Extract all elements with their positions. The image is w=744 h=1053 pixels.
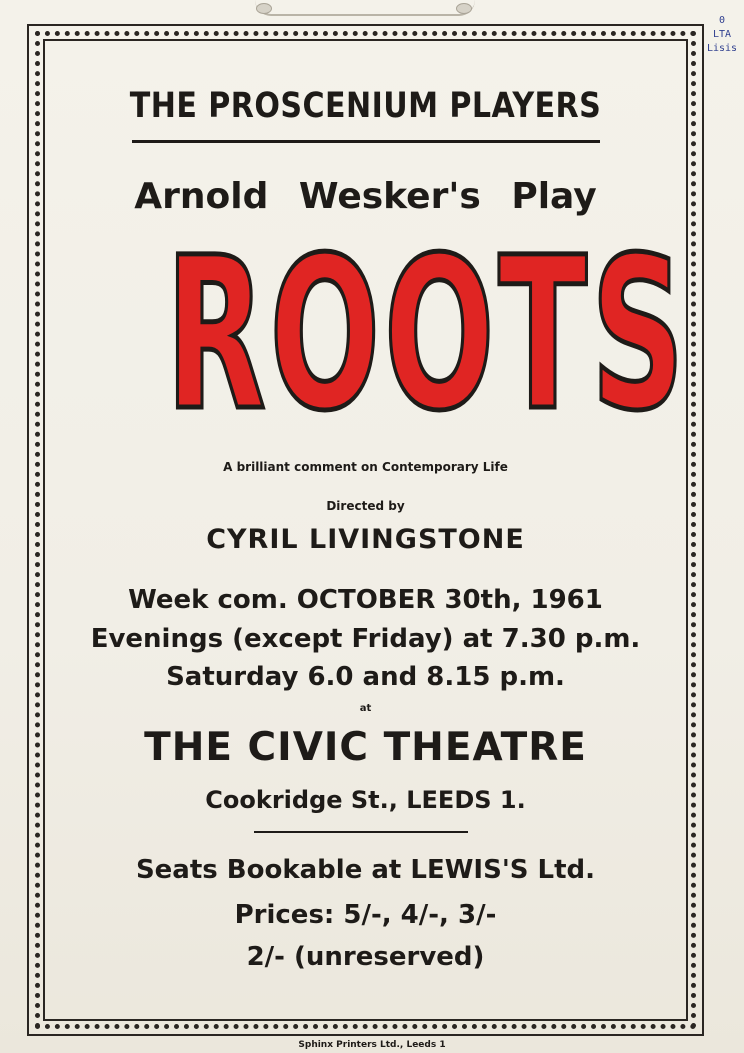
evening-times: Evenings (except Friday) at 7.30 p.m. xyxy=(90,624,641,654)
venue-address: Cookridge St., LEEDS 1. xyxy=(205,786,526,814)
company-name: THE PROSCENIUM PLAYERS xyxy=(129,86,602,126)
author-line: Arnold Wesker's Play xyxy=(134,176,597,217)
saturday-times: Saturday 6.0 and 8.15 p.m. xyxy=(166,662,565,692)
annotation-line-2: LTA xyxy=(712,29,732,40)
director-name: CYRIL LIVINGSTONE xyxy=(206,524,525,555)
at-label: at xyxy=(359,703,372,714)
handwritten-annotation xyxy=(702,14,742,56)
header-rule xyxy=(132,140,600,143)
prices: Prices: 5/-, 4/-, 3/- xyxy=(234,900,497,930)
venue-name: THE CIVIC THEATRE xyxy=(144,725,587,770)
annotation-line-1: 0 xyxy=(718,15,726,26)
play-title: ROOTS xyxy=(165,212,689,457)
prices-unreserved: 2/- (unreserved) xyxy=(246,942,485,972)
annotation-line-3: Lisis xyxy=(706,43,738,54)
section-rule xyxy=(254,831,468,833)
punch-hole-right xyxy=(456,3,472,14)
booking-info: Seats Bookable at LEWIS'S Ltd. xyxy=(135,855,596,885)
printer-credit: Sphinx Printers Ltd., Leeds 1 xyxy=(298,1040,446,1050)
week-commencing: Week com. OCTOBER 30th, 1961 xyxy=(128,585,603,615)
punch-hole-left xyxy=(256,3,272,14)
tagline: A brilliant comment on Contemporary Life xyxy=(223,460,508,474)
directed-by-label: Directed by xyxy=(326,499,405,513)
hanging-string xyxy=(255,0,475,16)
